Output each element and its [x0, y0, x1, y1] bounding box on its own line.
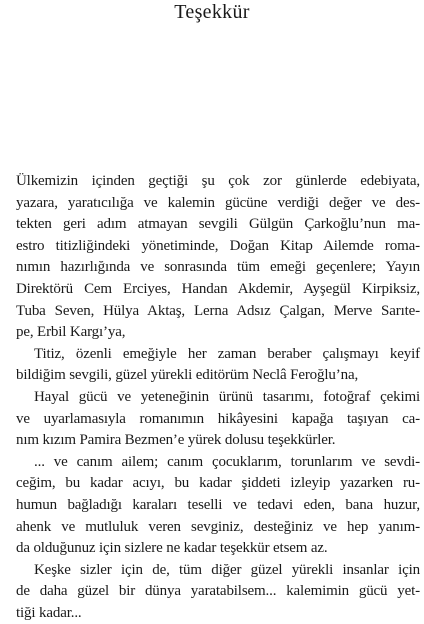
- text-line: ... ve canım ailem; canım çocuklarım, torunlarım ve sevdi-: [34, 453, 420, 470]
- text-line: nım kızım Pamira Bezmen’e yürek dolusu teşekkürler.: [16, 432, 336, 449]
- text-line: yazara, yaratıcılığa ve kalemin gücüne verdiği değer ve des-: [16, 194, 420, 211]
- text-line: ahenk ve mutluluk veren sevginiz, desteğiniz ve hep yanım-: [16, 518, 420, 535]
- text-line: pe, Erbil Kargı’ya,: [16, 324, 126, 341]
- text-line: bildiğim sevgili, güzel yürekli editörüm Neclâ Feroğlu’na,: [16, 367, 359, 384]
- text-line: Titiz, özenli emeğiyle her zaman beraber çalışmayı keyif: [34, 345, 420, 362]
- text-line: nımın hazırlığında ve sonrasında tüm emeği geçenlere; Yayın: [16, 259, 420, 276]
- text-line: Ülkemizin içinden geçtiği şu çok zor günlerde edebiyata,: [16, 173, 420, 189]
- text-line: Tuba Seven, Hülya Aktaş, Lerna Adsız Çalgan, Merve Sarıte-: [16, 302, 420, 319]
- text-line: ceğim, bu kadar acıyı, bu kadar şiddeti izleyip yazarken ru-: [16, 475, 420, 492]
- text-line: estro titizliğindeki yönetiminde, Doğan Kitap Ailemde roma-: [16, 237, 420, 254]
- text-line: da olduğunuz için sizlere ne kadar teşekkür etsem az.: [16, 540, 328, 557]
- text-line: Keşke sizler için de, tüm diğer güzel yürekli insanlar için: [34, 561, 420, 578]
- text-line: ve uyarlamasıyla romanımın hikâyesini kapağa taşıyan ca-: [16, 410, 420, 427]
- text-line: humun bağladığı karaları teselli ve tedavi eden, bana huzur,: [16, 496, 420, 513]
- text-line: de daha güzel bir dünya yaratabilsem... kalemimin gücü yet-: [16, 583, 420, 600]
- text-line: tiği kadar...: [16, 604, 82, 621]
- text-line: Direktörü Cem Erciyes, Handan Akdemir, Ayşegül Kirpiksiz,: [16, 280, 420, 297]
- text-line: Hayal gücü ve yeteneğinin ürünü tasarımı, fotoğraf çekimi: [34, 388, 420, 405]
- text-line: tekten geri adım atmayan sevgili Gülgün Çarkoğlu’nun ma-: [16, 216, 420, 233]
- page-title: Teşekkür: [174, 1, 250, 23]
- acknowledgement-text: [16, 171, 420, 624]
